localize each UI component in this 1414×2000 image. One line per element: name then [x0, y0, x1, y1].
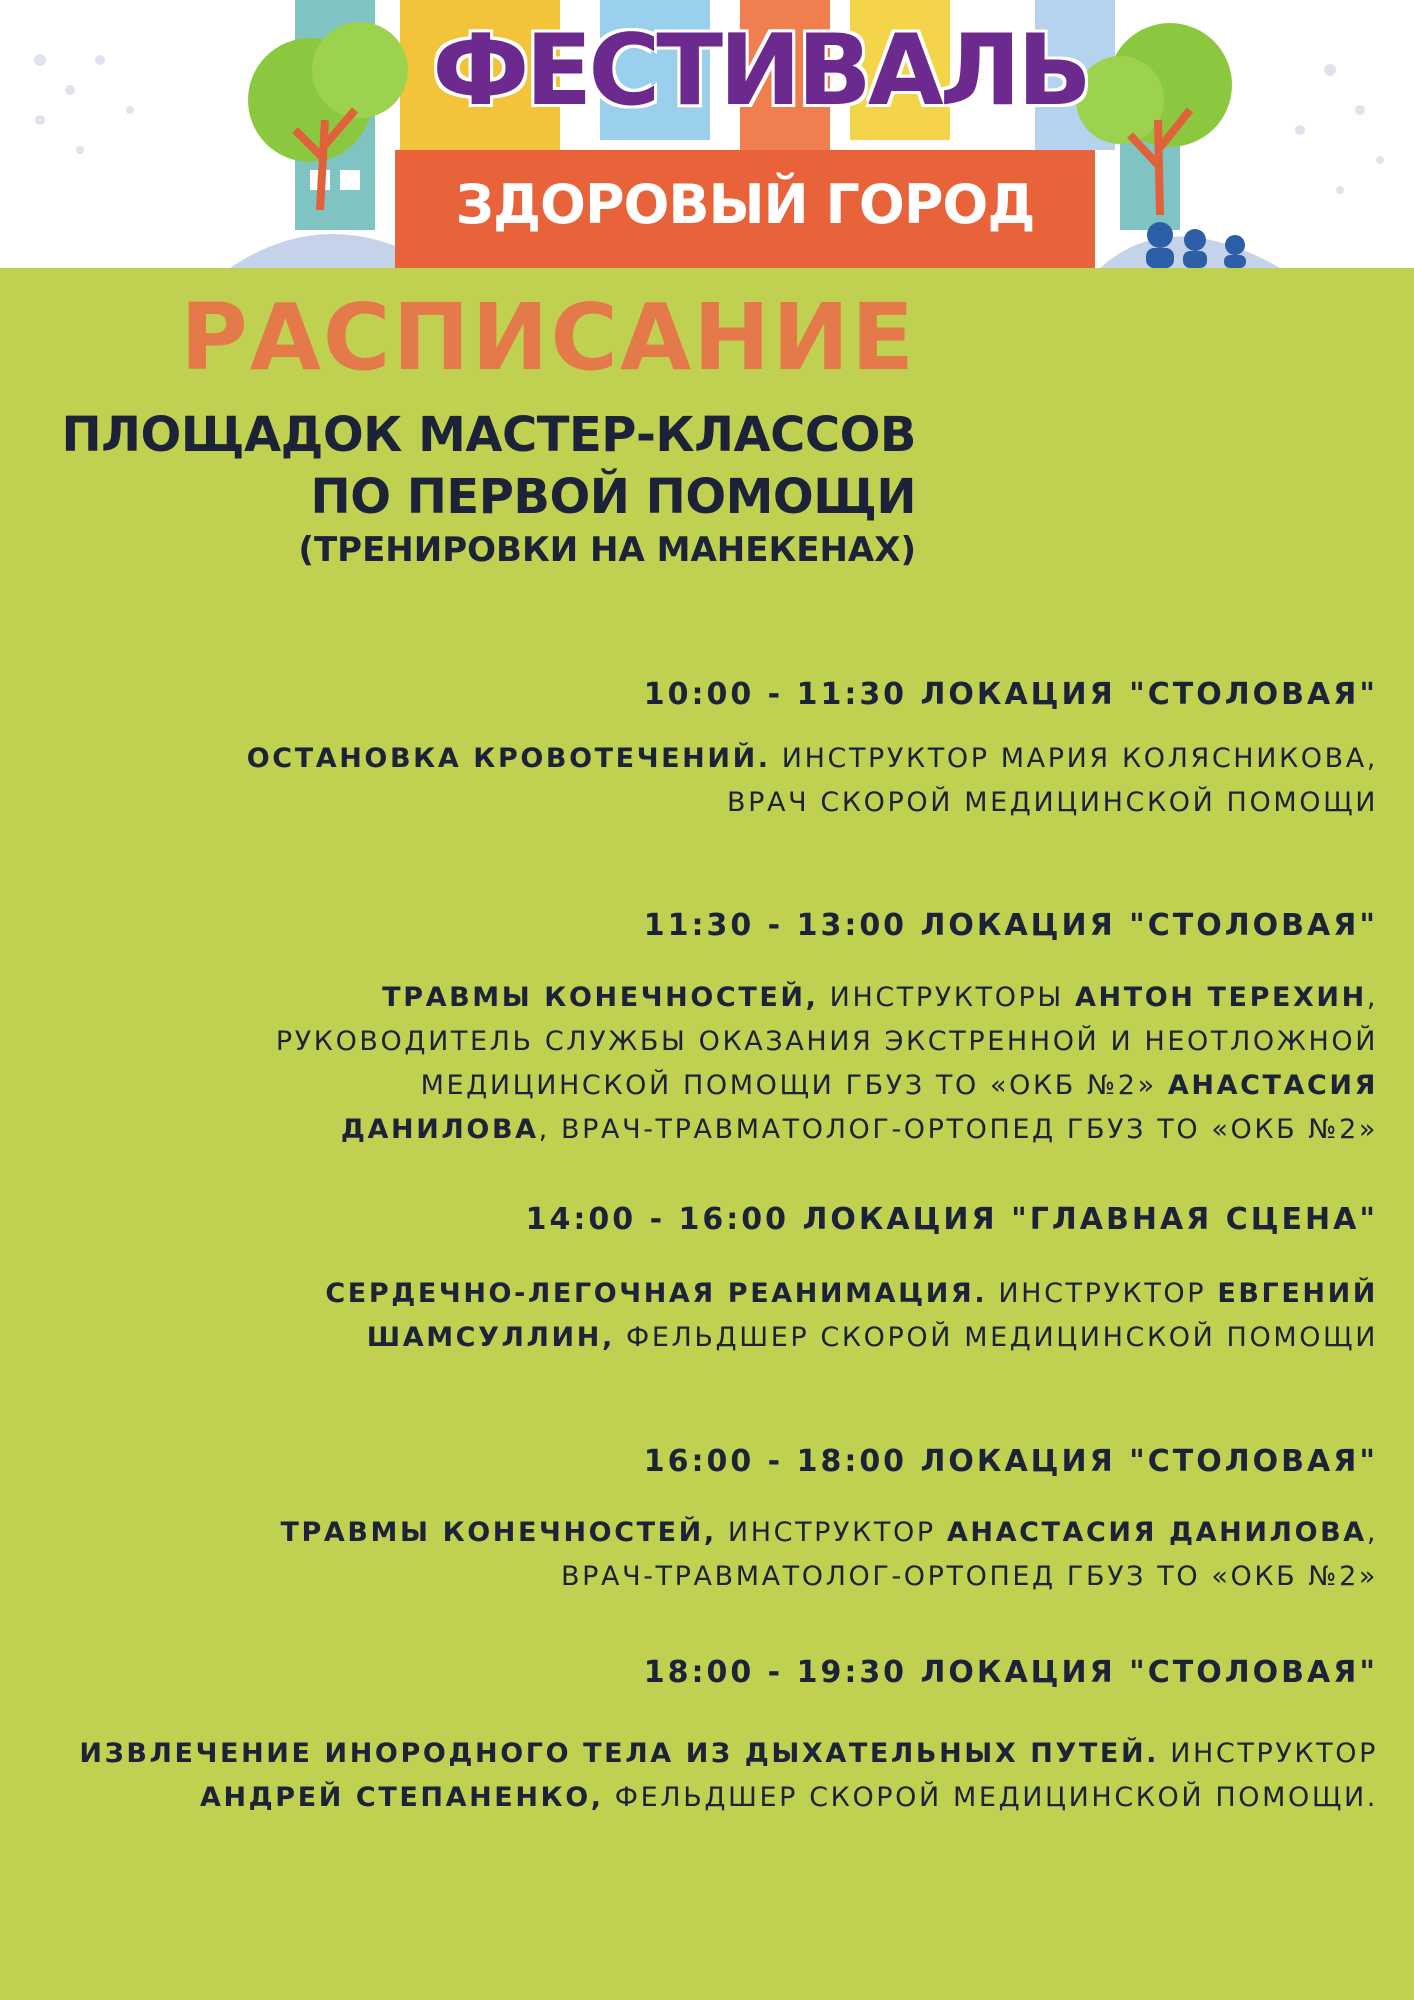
slot-time: 10:00 - 11:30 ЛОКАЦИЯ "СТОЛОВАЯ" [643, 677, 1378, 712]
slot-time: 11:30 - 13:00 ЛОКАЦИЯ "СТОЛОВАЯ" [643, 908, 1378, 943]
topic-name: ИЗВЛЕЧЕНИЕ ИНОРОДНОГО ТЕЛА ИЗ ДЫХАТЕЛЬНЫХ ПУТЕЙ. [79, 1738, 1160, 1769]
instructor-name: АНТОН ТЕРЕХИН [1075, 982, 1367, 1013]
festival-title: ФЕСТИВАЛЬ [432, 14, 1088, 128]
slot-time: 14:00 - 16:00 ЛОКАЦИЯ "ГЛАВНАЯ СЦЕНА" [525, 1202, 1378, 1237]
topic-name: ТРАВМЫ КОНЕЧНОСТЕЙ, [382, 982, 819, 1013]
slot-text: ФЕЛЬДШЕР СКОРОЙ МЕДИЦИНСКОЙ ПОМОЩИ [614, 1322, 1378, 1353]
instructor-name: АНАСТАСИЯ ДАНИЛОВА [946, 1517, 1367, 1548]
slot-line [276, 1020, 1378, 1064]
slot-line [280, 1555, 1378, 1599]
festival-subtitle: ЗДОРОВЫЙ ГОРОД [455, 173, 1035, 236]
slot-text: РУКОВОДИТЕЛЬ СЛУЖБЫ ОКАЗАНИЯ ЭКСТРЕННОЙ И НЕОТЛОЖНОЙ [275, 1026, 1378, 1057]
slot-description [276, 976, 1378, 1152]
instructor-name: АНАСТАСИЯ [1167, 1070, 1378, 1101]
slot-time: 16:00 - 18:00 ЛОКАЦИЯ "СТОЛОВАЯ" [643, 1444, 1378, 1479]
slot-line [280, 1511, 1378, 1555]
slot-text: ИНСТРУКТОР [1159, 1738, 1378, 1769]
people-silhouettes [1146, 222, 1246, 268]
instructor-name: ДАНИЛОВА [340, 1114, 539, 1145]
instructor-name: АНДРЕЙ СТЕПАНЕНКО, [199, 1782, 604, 1813]
slot-line [247, 781, 1378, 825]
slot-line [79, 1776, 1378, 1820]
slot-line [325, 1272, 1378, 1316]
subtitle-line: ПЛОЩАДОК МАСТЕР-КЛАССОВ [61, 407, 916, 463]
slot-description [325, 1272, 1378, 1360]
slot-text: ИНСТРУКТОР [716, 1517, 947, 1548]
slot-text: , [1366, 1517, 1378, 1548]
topic-name: ОСТАНОВКА КРОВОТЕЧЕНИЙ. [246, 743, 771, 774]
subtitle-note: (ТРЕНИРОВКИ НА МАНЕКЕНАХ) [298, 530, 916, 570]
topic-name: СЕРДЕЧНО-ЛЕГОЧНАЯ РЕАНИМАЦИЯ. [325, 1278, 988, 1309]
slot-text: , ВРАЧ-ТРАВМАТОЛОГ-ОРТОПЕД ГБУЗ ТО «ОКБ №2» [538, 1114, 1378, 1145]
festival-banner [0, 0, 1414, 268]
page-subtitle [62, 404, 917, 572]
slot-text: , [1366, 982, 1378, 1013]
instructor-name: ШАМСУЛЛИН, [366, 1322, 615, 1353]
topic-name: ТРАВМЫ КОНЕЧНОСТЕЙ, [280, 1517, 717, 1548]
instructor-name: ЕВГЕНИЙ [1217, 1278, 1378, 1309]
slot-text: ИНСТРУКТОР [987, 1278, 1218, 1309]
slot-line [79, 1732, 1378, 1776]
slot-description [247, 737, 1378, 825]
slot-text: ВРАЧ-ТРАВМАТОЛОГ-ОРТОПЕД ГБУЗ ТО «ОКБ №2» [561, 1561, 1378, 1592]
slot-line [247, 737, 1378, 781]
slot-line [325, 1316, 1378, 1360]
slot-description [280, 1511, 1378, 1599]
slot-time: 18:00 - 19:30 ЛОКАЦИЯ "СТОЛОВАЯ" [643, 1655, 1378, 1690]
slot-line [276, 1108, 1378, 1152]
slot-description [79, 1732, 1378, 1820]
slot-line [276, 976, 1378, 1020]
page-title: РАСПИСАНИЕ [180, 284, 916, 391]
slot-text: ИНСТРУКТОР МАРИЯ КОЛЯСНИКОВА, [770, 743, 1378, 774]
slot-text: МЕДИЦИНСКОЙ ПОМОЩИ ГБУЗ ТО «ОКБ №2» [420, 1070, 1168, 1101]
slot-text: ФЕЛЬДШЕР СКОРОЙ МЕДИЦИНСКОЙ ПОМОЩИ. [603, 1782, 1378, 1813]
subtitle-line: ПО ПЕРВОЙ ПОМОЩИ [310, 469, 916, 525]
slot-line [276, 1064, 1378, 1108]
slot-text: ИНСТРУКТОРЫ [818, 982, 1076, 1013]
slot-text: ВРАЧ СКОРОЙ МЕДИЦИНСКОЙ ПОМОЩИ [727, 787, 1378, 818]
